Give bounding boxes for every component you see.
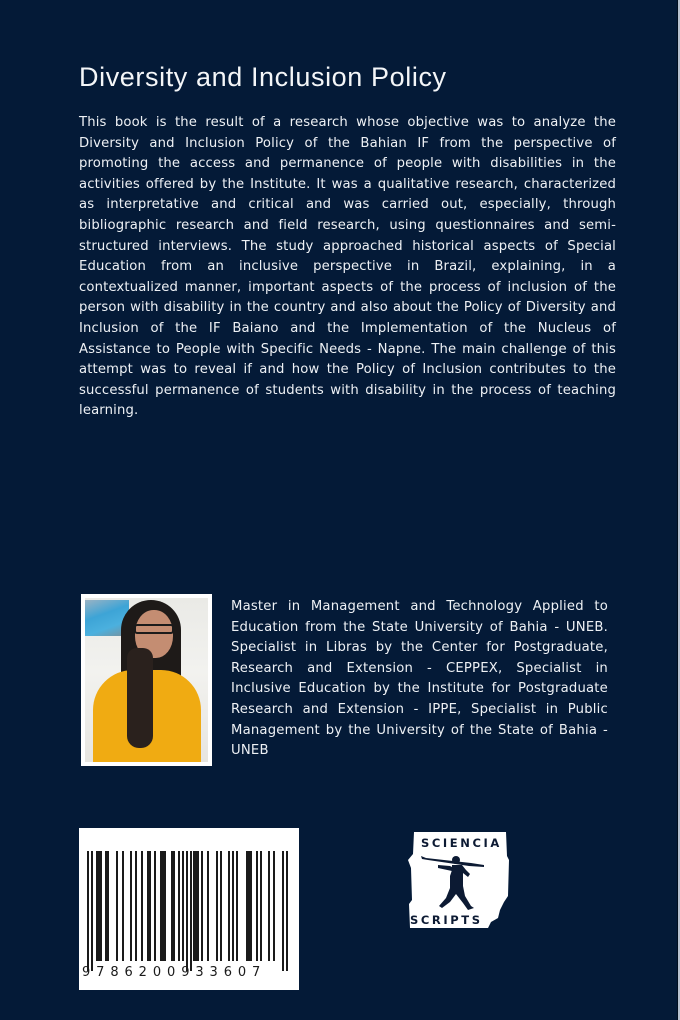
isbn-number: 9786200933607 bbox=[82, 965, 267, 980]
author-photo bbox=[85, 598, 208, 762]
author-photo-frame bbox=[81, 594, 212, 766]
publisher-name-bottom: SCRIPTS bbox=[410, 913, 483, 927]
book-title: Diversity and Inclusion Policy bbox=[79, 62, 447, 92]
author-hair-front bbox=[127, 648, 153, 748]
publisher-name-top: SCIENCIA bbox=[421, 836, 502, 850]
book-description: This book is the result of a research whose objective was to analyze the Diversity and Inclusion Policy of the Bahian IF from the perspective of promoting the access and permanence of people with disabilities in the activities offered by the Institute. It was a qualitative research, characterized as interpretative and critical and was carried out, especially, through bibliographic research and field research, using questionnaires and semi-structured interviews. The study approached historical aspects of Special Education from an inclusive perspective in Brazil, explaining, in a contextualized manner, important aspects of the process of inclusion of the person with disability in the country and also about the Policy of Diversity and Inclusion of the IF Baiano and the Implementation of the Nucleus of Assistance to People with Specific Needs - Napne. The main challenge of this attempt was to reveal if and how the Policy of Inclusion contributes to the successful permanence of students with disability in the process of teaching learning. bbox=[79, 115, 616, 419]
publisher-logo bbox=[408, 830, 511, 930]
author-glasses bbox=[134, 624, 174, 634]
author-bio: Master in Management and Technology Applied to Education from the State University of Bahia - UNEB. Specialist in Libras by the Center for Postgraduate, Research and Extension - CEPPEX, Specialist in Inclusive Education by the Institute for Postgraduate Research and Extension - IPPE, Specialist in Public Management by the University of the State of Bahia - UNEB bbox=[231, 599, 608, 759]
isbn-barcode bbox=[79, 828, 299, 990]
barcode-bars-icon bbox=[87, 851, 297, 971]
